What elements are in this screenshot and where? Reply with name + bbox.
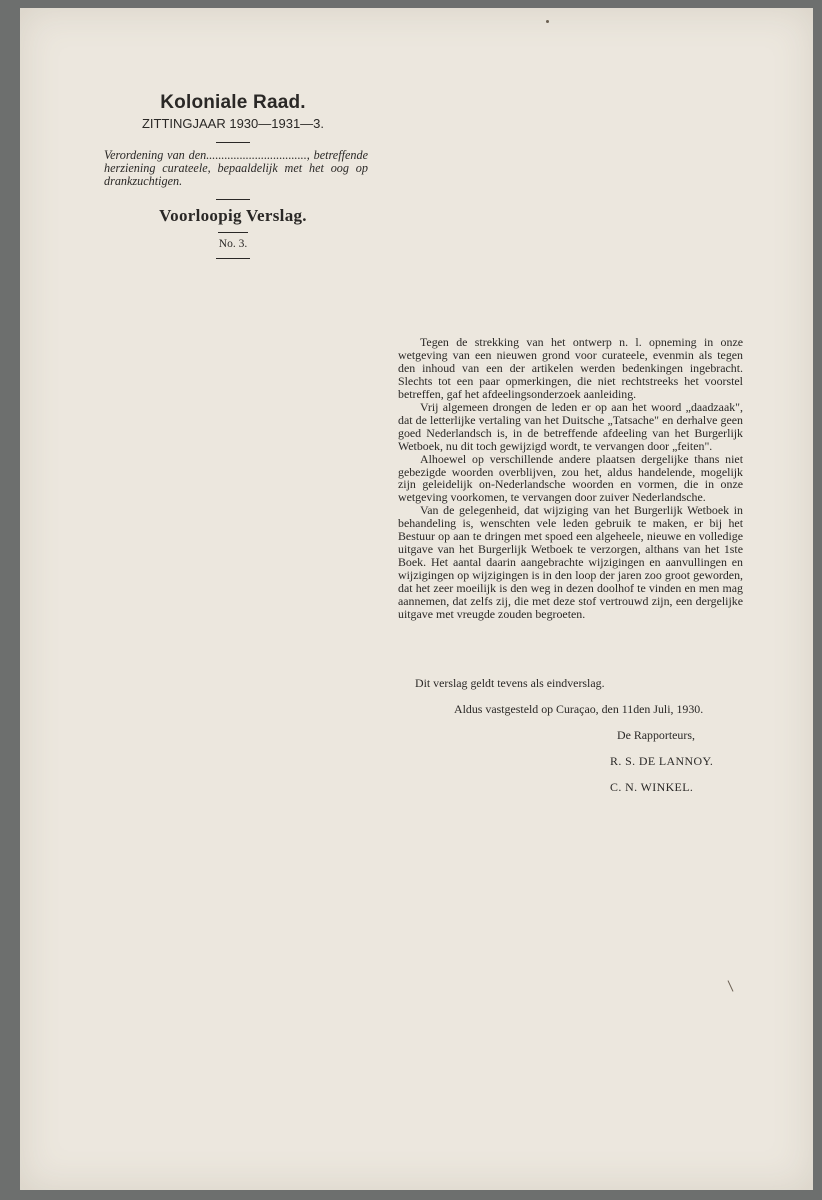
document-page	[20, 8, 813, 1190]
paragraph: Tegen de strekking van het ontwerp n. l. opneming in onze wetgeving van een nieuwen grond voor curateele, evenmin als tegen den inhoud van een der artikelen werden bedenkingen ingebracht. Slechts tot een paar opmerkingen, die niet rechtstreeks het voorstel betreffen, gaf het afdeelingsonderzoek aanleiding.	[398, 335, 743, 401]
paragraph: Van de gelegenheid, dat wijziging van het Burgerlijk Wetboek in behandeling is, wenschten vele leden gebruik te maken, er bij het Bestuur op aan te dringen met spoed een algeheele, nieuwe en volledige uitgave van het Burgerlijk Wetboek te verzorgen, althans van het 1ste Boek. Het aantal daarin aangebrachte wijzigingen en aanvullingen en wijzigingen op wijzigingen is in den loop der jaren zoo groot geworden, dat het zeer moeilijk is den weg in dezen doolhof te vinden en men mag aannemen, dat zelfs zij, die met deze stof vertrouwd zijn, een dergelijke uitgave met vreugde zouden begroeten.	[398, 503, 743, 622]
report-number: No. 3.	[218, 238, 248, 250]
paragraph: Vrij algemeen drongen de leden er op aan het woord „daadzaak", dat de letterlijke vertaling van het Duitsche „Tatsache" en derhalve geen goed Nederlandsch is, in de betreffende afdeeling van het Burgerlijk Wetboek, nu dit toch gewijzigd wordt, te vervangen door „feiten".	[398, 399, 743, 453]
adoption-statement: Aldus vastgesteld op Curaçao, den 11den Juli, 1930.	[454, 702, 704, 716]
report-body	[398, 336, 743, 621]
divider	[216, 142, 250, 143]
signatory-name: C. N. WINKEL.	[610, 780, 694, 794]
divider	[216, 199, 250, 200]
session-year: ZITTINGJAAR 1930—1931—3.	[141, 116, 325, 131]
paper-speck	[546, 20, 549, 23]
document-header	[98, 92, 368, 259]
paragraph: Alhoewel op verschillende andere plaatsen dergelijke thans niet gebezigde woorden overblijven, zou het, aldus handelende, mogelijk zijn geleidelijk on-Nederlandsche woorden en vormen, die in onze wetgeving voorkomen, te vervangen door zuiver Nederlandsche.	[398, 451, 743, 505]
divider	[218, 232, 248, 233]
divider	[216, 258, 250, 259]
final-note: Dit verslag geldt tevens als eindverslag.	[415, 676, 605, 690]
signatory-name: R. S. DE LANNOY.	[610, 754, 714, 768]
paper-speck	[728, 980, 734, 991]
rapporteurs-label: De Rapporteurs,	[617, 728, 695, 742]
ordinance-subject: Verordening van den................................., betreffende herziening curateele, bepaaldelijk met het oog op drankzuchtigen.	[104, 148, 368, 188]
report-title: Voorloopig Verslag.	[159, 206, 307, 225]
council-title: Koloniale Raad.	[160, 92, 306, 113]
